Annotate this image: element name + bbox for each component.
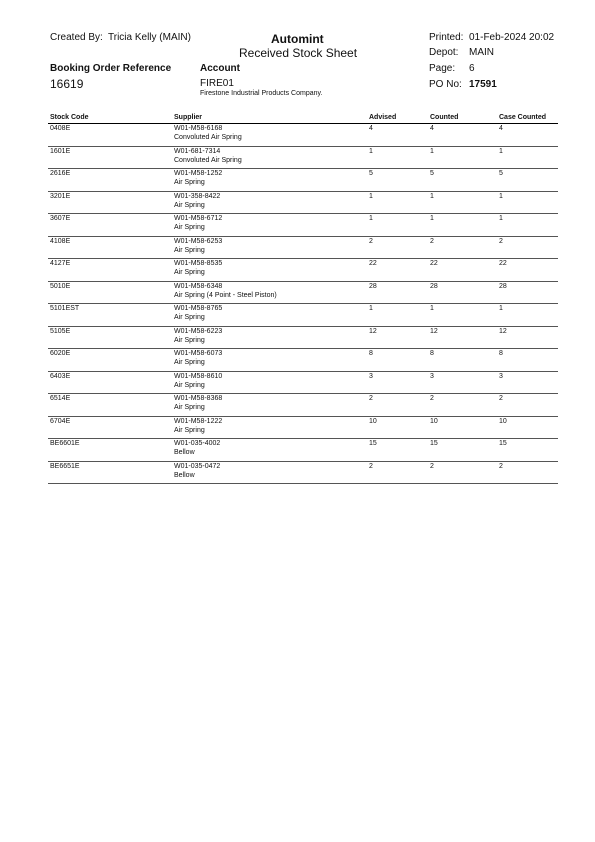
description-cell: Air Spring [174,336,205,344]
advised-cell: 10 [369,417,377,425]
supplier-code-cell: W01-M58-8610 [174,372,223,380]
supplier-code-cell: W01-M58-6712 [174,215,223,222]
counted-cell: 1 [430,305,434,312]
case-counted-cell: 2 [499,462,503,470]
advised-cell: 15 [369,440,377,447]
table-row [48,192,558,215]
counted-cell: 2 [430,237,434,245]
case-counted-cell: 4 [499,125,503,132]
counted-cell: 8 [430,350,434,357]
advised-cell: 1 [369,192,373,200]
counted-cell: 1 [430,192,434,200]
page-value: 6 [469,63,475,74]
counted-cell: 4 [430,125,434,132]
case-counted-cell: 2 [499,395,503,402]
advised-cell: 12 [369,327,377,335]
table-row [48,214,558,237]
stock-code-cell: 3607E [50,215,71,222]
case-counted-cell: 10 [499,417,507,425]
advised-cell: 8 [369,350,373,357]
counted-cell: 5 [430,170,434,177]
stock-code-cell: 3201E [50,192,71,200]
table-row [48,259,558,282]
description-cell: Air Spring [174,359,205,366]
stock-code-cell: 0408E [50,125,71,132]
counted-cell: 22 [430,260,438,267]
case-counted-cell: 28 [499,282,507,290]
col-supplier: Supplier [174,114,203,121]
table-row [48,124,558,147]
supplier-code-cell: W01-M58-8535 [174,260,223,267]
description-cell: Air Spring [174,404,205,411]
advised-cell: 1 [369,215,373,222]
printed-label: Printed: [429,32,464,43]
stock-code-cell: 6514E [50,395,71,402]
company-name: Automint [271,32,324,46]
table-row [48,169,558,192]
description-cell: Convoluted Air Spring [174,156,242,164]
advised-cell: 3 [369,372,373,380]
supplier-code-cell: W01-M58-8368 [174,395,223,402]
stock-code-cell: BE6651E [50,462,80,470]
table-row [48,349,558,372]
counted-cell: 28 [430,282,438,290]
advised-cell: 22 [369,260,377,267]
stock-code-cell: 6403E [50,372,71,380]
supplier-code-cell: W01-358-8422 [174,192,221,200]
supplier-code-cell: W01-M58-6223 [174,327,223,335]
sheet-title: Received Stock Sheet [239,46,358,60]
case-counted-cell: 8 [499,350,503,357]
case-counted-cell: 1 [499,192,503,200]
case-counted-cell: 2 [499,237,503,245]
supplier-code-cell: W01-M58-6073 [174,350,223,357]
stock-code-cell: 5010E [50,282,71,290]
booking-ref-value: 16619 [50,77,84,91]
account-code: FIRE01 [200,78,234,89]
description-cell: Air Spring (4 Point - Steel Piston) [174,291,277,299]
case-counted-cell: 12 [499,327,507,335]
page-label: Page: [429,63,456,74]
supplier-code-cell: W01-M58-1222 [174,417,223,425]
table-row [48,237,558,260]
table-header [48,113,558,124]
stock-code-cell: 5101EST [50,305,80,312]
supplier-code-cell: W01-M58-6168 [174,125,223,132]
counted-cell: 2 [430,462,434,470]
case-counted-cell: 3 [499,372,503,380]
advised-cell: 4 [369,125,373,132]
counted-cell: 12 [430,327,438,335]
table-row [48,439,558,462]
description-cell: Air Spring [174,179,205,186]
case-counted-cell: 22 [499,260,507,267]
supplier-code-cell: W01-M58-1252 [174,170,223,177]
stock-code-cell: 4127E [50,260,71,267]
advised-cell: 5 [369,170,373,177]
supplier-code-cell: W01-035-0472 [174,462,221,470]
table-row [48,372,558,395]
col-counted: Counted [430,114,459,121]
description-cell: Air Spring [174,381,205,389]
description-cell: Air Spring [174,246,205,254]
table-row [48,304,558,327]
supplier-code-cell: W01-M58-6253 [174,237,223,245]
table-row [48,394,558,417]
description-cell: Air Spring [174,269,205,276]
created-by-value: Tricia Kelly (MAIN) [108,32,191,43]
advised-cell: 2 [369,462,373,470]
col-advised: Advised [369,114,397,121]
advised-cell: 2 [369,395,373,402]
stock-code-cell: 1601E [50,147,71,155]
col-stock-code: Stock Code [50,114,89,121]
advised-cell: 1 [369,147,373,155]
case-counted-cell: 1 [499,305,503,312]
table-body [48,124,558,484]
supplier-code-cell: W01-681-7314 [174,147,221,155]
description-cell: Air Spring [174,426,205,434]
counted-cell: 2 [430,395,434,402]
account-name: Firestone Industrial Products Company. [200,90,323,97]
counted-cell: 15 [430,440,438,447]
table-row [48,327,558,350]
supplier-code-cell: W01-M58-6348 [174,282,223,290]
stock-code-cell: 5105E [50,327,71,335]
case-counted-cell: 1 [499,147,503,155]
depot-value: MAIN [469,47,494,58]
stock-code-cell: 6020E [50,350,71,357]
counted-cell: 3 [430,372,434,380]
table-row [48,417,558,440]
case-counted-cell: 5 [499,170,503,177]
description-cell: Convoluted Air Spring [174,134,242,141]
advised-cell: 1 [369,305,373,312]
counted-cell: 1 [430,215,434,222]
description-cell: Air Spring [174,201,205,209]
stock-code-cell: BE6601E [50,440,80,447]
created-by-label: Created By: [50,32,103,43]
description-cell: Bellow [174,449,195,456]
description-cell: Air Spring [174,314,205,321]
description-cell: Bellow [174,471,195,479]
table-row [48,282,558,305]
stock-code-cell: 6704E [50,417,71,425]
col-case-counted: Case Counted [499,114,547,121]
description-cell: Air Spring [174,224,205,231]
counted-cell: 1 [430,147,434,155]
stock-code-cell: 2616E [50,170,71,177]
case-counted-cell: 1 [499,215,503,222]
supplier-code-cell: W01-035-4002 [174,440,221,447]
stock-table [48,113,558,484]
booking-ref-label: Booking Order Reference [50,63,172,74]
stock-code-cell: 4108E [50,237,71,245]
table-row [48,147,558,170]
po-label: PO No: [429,79,462,90]
supplier-code-cell: W01-M58-8765 [174,305,223,312]
case-counted-cell: 15 [499,440,507,447]
account-label: Account [200,63,240,74]
depot-label: Depot: [429,47,459,58]
counted-cell: 10 [430,417,438,425]
printed-value: 01-Feb-2024 20:02 [469,32,555,43]
table-row [48,462,558,485]
advised-cell: 28 [369,282,377,290]
po-value: 17591 [469,79,497,90]
advised-cell: 2 [369,237,373,245]
